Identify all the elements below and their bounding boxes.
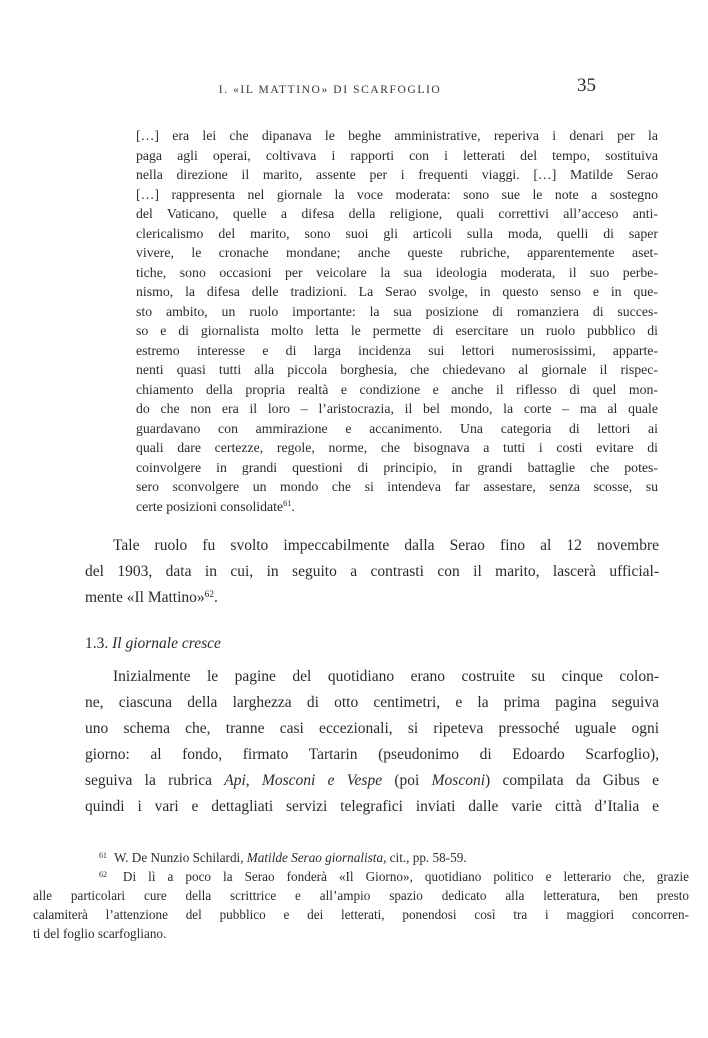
footnote-62: $^{62}$ Di lì a poco la Serao fonderà «Il Giorno», quotidiano politico e letterario che, grazie alle particolari cure della scrittrice e all’ampio spazio dedicato alla letteratura, ben presto calamiterà l’attenzione del pubblico e dei letterati, ponendosi così tra i maggiori concorren- ti del foglio scarfogliano.: [33, 869, 689, 941]
paragraph-giornale-cresce: Inizialmente le pagine del quotidiano erano costruite su cinque colon- ne, ciascuna della larghezza di otto centimetri, e la prima pagina seguiva uno schema che, tranne casi eccezionali, si ripeteva pressoché uguale ogni giorno: al fondo, firmato Tartarin (pseudonimo di Edoardo Scarfoglio), seguiva la rubrica Api, Mosconi e Vespe (poi Mosconi) compilata da Gibus e quindi i vari e dettagliati servizi telegrafici inviati dalle varie città d’Italia e: [85, 668, 659, 815]
footnotes-block: [33, 848, 689, 943]
running-header-title: I. «IL MATTINO» DI SCARFOGLIO: [218, 84, 442, 96]
paragraph-serao-role: Tale ruolo fu svolto impeccabilmente dalla Serao fino al 12 novembre del 1903, data in cui, in seguito a contrasti con il marito, lascerà ufficial- mente «Il Mattino»$^{62}$.: [85, 537, 659, 606]
section-heading: 1.3. Il giornale cresce: [85, 635, 221, 652]
page-number: 35: [577, 75, 596, 96]
footnote-61: $^{61}$ W. De Nunzio Schilardi, Matilde Serao giornalista, cit., pp. 58-59.: [99, 850, 467, 865]
block-quote: […] era lei che dipanava le beghe amministrative, reperiva i denari per la paga agli operai, coltivava i rapporti con i letterati del tempo, sostituiva nella direzione il marito, assente per i frequenti viaggi. […] Matilde Serao […] rappresenta nel giornale la voce moderata: sono sue le note a sostegno del Vaticano, quelle a difesa della religione, quali correttivi all’acceso anti- clericalismo del marito, sono suoi gli articoli sulla moda, quelli di saper vivere, le cronache mondane; anche queste rubriche, apparentemente aset- tiche, sono occasioni per veicolare la sua ideologia moderata, il suo perbe- nismo, la difesa delle tradizioni. La Serao svolge, in questo senso e in que- sto ambito, un ruolo importante: la sua posizione di romanziera di succes- so e di giornalista molto letta le permette di esercitare un ruolo pubblico di estremo interesse e di larga incidenza sui lettori numerosissimi, apparte- nenti quasi tutti alla piccola borghesia, che chiedevano al giornale il rispec- chiamento della propria realtà e condizione e anche il riflesso di quel mon- do che non era il loro – l’aristocrazia, il bel mondo, la corte – ma al quale guardavano con ammirazione e accanimento. Una categoria di lettori ai quali dare certezze, regole, norme, che bisognava a tutti i costi evitare di coinvolgere in grandi questioni di principio, in grandi battaglie che potes- sero sconvolgere un mondo che si intendeva far assestare, senza scosse, su certe posizioni consolidate$^{61}$.: [136, 128, 658, 514]
